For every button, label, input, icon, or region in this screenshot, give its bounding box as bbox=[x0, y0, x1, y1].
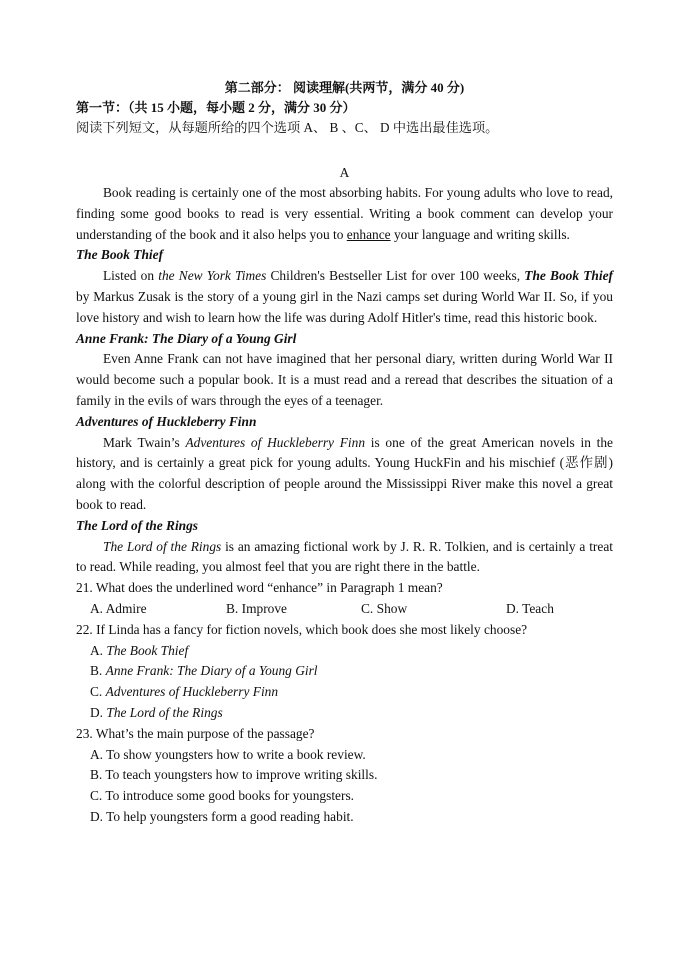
book-heading: The Book Thief bbox=[76, 247, 164, 263]
book-text-italic: Adventures of Huckleberry Finn bbox=[185, 434, 366, 450]
option-letter: B. bbox=[90, 663, 106, 679]
book-text: is one of the great American novels in the history, and is certainly a great pick for young adults. Young HuckFin and his mischief (恶作剧) along with the colorful description of people around the Mississippi River make this novel a great book to read. bbox=[76, 434, 613, 512]
option-title: Anne Frank: The Diary of a Young Girl bbox=[105, 663, 318, 679]
option-title: The Lord of the Rings bbox=[106, 704, 223, 720]
option-c[interactable] bbox=[76, 682, 613, 703]
book-text: Mark Twain’s bbox=[103, 434, 186, 450]
option-d[interactable] bbox=[76, 703, 613, 724]
passage-letter: A bbox=[339, 165, 350, 180]
exam-page bbox=[76, 78, 613, 828]
option-a[interactable]: A. Admire bbox=[90, 600, 147, 616]
book-paragraph bbox=[76, 537, 613, 579]
book-heading: Anne Frank: The Diary of a Young Girl bbox=[76, 330, 297, 346]
book-paragraph bbox=[76, 266, 613, 328]
book-text-italic: the New York Times bbox=[158, 268, 267, 284]
option-c[interactable]: C. Show bbox=[361, 600, 408, 616]
book-heading: The Lord of the Rings bbox=[76, 517, 199, 533]
book-text-italic: The Lord of the Rings bbox=[103, 538, 222, 554]
instruction: 阅读下列短文，从每题所给的四个选项 A、 B 、C、 D 中选出最佳选项。 bbox=[76, 120, 499, 135]
question-22: 22. If Linda has a fancy for fiction novels, which book does she most likely choose? bbox=[76, 621, 528, 637]
intro-text-1: Book reading is certainly one of the most absorbing habits. For young adults who love to read, finding some good books to read is very essential. Writing a book comment can develop your understanding of the book and it also helps you to bbox=[76, 185, 613, 242]
option-title: The Book Thief bbox=[106, 642, 189, 658]
option-d[interactable]: D. To help youngsters form a good reading habit. bbox=[90, 808, 354, 824]
option-c[interactable]: C. To introduce some good books for youngsters. bbox=[90, 788, 354, 804]
option-a[interactable]: A. To show youngsters how to write a book review. bbox=[90, 746, 366, 762]
question-23: 23. What’s the main purpose of the passage? bbox=[76, 725, 315, 741]
book-text: Children's Bestseller List for over 100 weeks, bbox=[266, 268, 525, 284]
option-letter: D. bbox=[90, 704, 107, 720]
book-heading: Adventures of Huckleberry Finn bbox=[76, 413, 257, 429]
option-letter: C. bbox=[90, 684, 106, 700]
book-text: is an amazing fictional work by J. R. R. Tolkien, and is certainly a treat to read. While reading, you almost feel that you are right there in the battle. bbox=[76, 538, 613, 575]
intro-text-2: your language and writing skills. bbox=[390, 226, 570, 242]
book-title-inline: The Book Thief bbox=[524, 268, 613, 284]
underlined-word: enhance bbox=[346, 226, 391, 242]
book-paragraph bbox=[76, 433, 613, 516]
option-letter: A. bbox=[90, 642, 107, 658]
option-b[interactable]: B. To teach youngsters how to improve writing skills. bbox=[90, 767, 378, 783]
question-21: 21. What does the underlined word “enhance” in Paragraph 1 mean? bbox=[76, 580, 443, 596]
book-text: by Markus Zusak is the story of a young girl in the Nazi camps set during World War II. So, if you love history and wish to learn how the life was during Adolf Hitler's time, read this historic book. bbox=[76, 288, 613, 325]
section-title: 第一节：（共 15 小题，每小题 2 分，满分 30 分） bbox=[76, 100, 356, 115]
option-title: Adventures of Huckleberry Finn bbox=[105, 684, 279, 700]
part-title: 第二部分： 阅读理解(共两节，满分 40 分) bbox=[224, 80, 465, 95]
option-a[interactable] bbox=[76, 641, 613, 662]
option-b[interactable] bbox=[76, 661, 613, 682]
option-b[interactable]: B. Improve bbox=[226, 600, 287, 616]
option-d[interactable]: D. Teach bbox=[506, 600, 554, 616]
intro-paragraph bbox=[76, 183, 613, 245]
book-paragraph: Even Anne Frank can not have imagined that her personal diary, written during World War II would become such a popular book. It is a must read and a reread that describes the situation of a family in the evils of wars through the eyes of a teenager. bbox=[76, 351, 613, 408]
book-text: Listed on bbox=[103, 268, 159, 284]
question-21-options bbox=[76, 599, 613, 620]
